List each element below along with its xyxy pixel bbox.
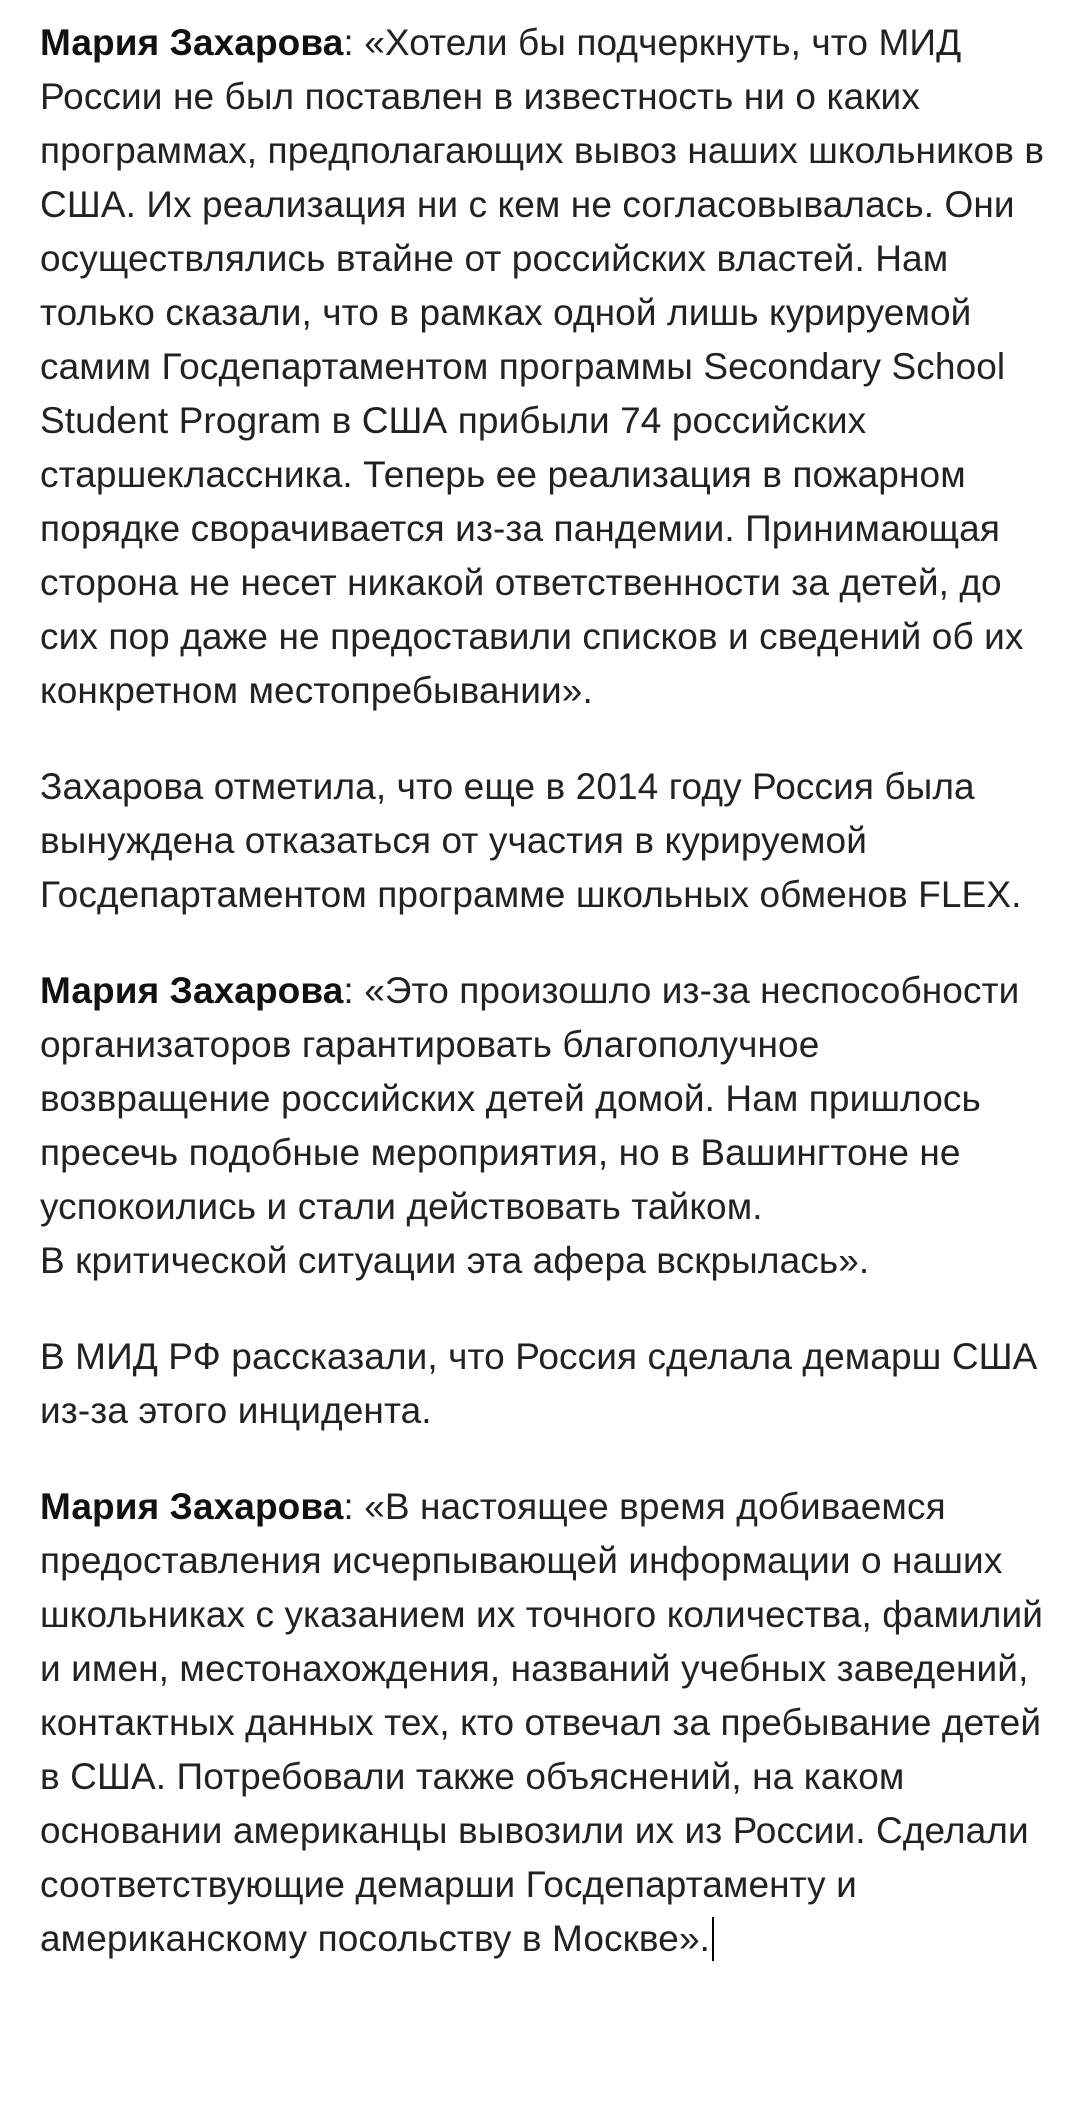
quote-paragraph-3[interactable] <box>40 1480 1050 1966</box>
speaker-name: Мария Захарова <box>40 1486 344 1527</box>
quote-text: «Это произошло из-за неспособности организаторов гарантировать благополучное возвращение российских детей домой. Нам пришлось пресечь подобные мероприятия, но в Вашингтоне не успокоились и стали действовать тайком. <box>40 970 1020 1227</box>
speaker-name: Мария Захарова <box>40 970 344 1011</box>
quote-text: «В настоящее время добиваемся предоставления исчерпывающей информации о наших школьниках с указанием их точного количества, фамилий и имен, местонахождения, названий учебных заведений, контактных данных тех, кто отвечал за пребывание детей в США. Потребовали также объяснений, на каком основании американцы вывозили их из России. Сделали соответствующие демарши Госдепартаменту и американскому посольству в Москве». <box>40 1486 1043 1959</box>
quote-paragraph-1 <box>40 16 1050 718</box>
quote-text: «Хотели бы подчеркнуть, что МИД России не был поставлен в известность ни о каких программах, предполагающих вывоз наших школьников в США. Их реализация ни с кем не согласовывалась. Они осуществлялись втайне от российских властей. Нам только сказали, что в рамках одной лишь курируемой самим Госдепартаментом программы Secondary School Student Program в США прибыли 74 российских старшеклассника. Теперь ее реализация в пожарном порядке сворачивается из-за пандемии. Принимающая сторона не несет никакой ответственности за детей, до сих пор даже не предоставили списков и сведений об их конкретном местопребывании». <box>40 22 1045 711</box>
article-body <box>40 16 1050 2008</box>
text-cursor <box>712 1917 714 1961</box>
speaker-separator: : <box>343 970 365 1011</box>
quote-paragraph-2 <box>40 964 1050 1288</box>
narrative-paragraph-1: Захарова отметила, что еще в 2014 году Россия была вынуждена отказаться от участия в курируемой Госдепартаментом программе школьных обменов FLEX. <box>40 766 1022 915</box>
speaker-name: Мария Захарова <box>40 22 344 63</box>
speaker-separator: : <box>343 1486 365 1527</box>
speaker-separator: : <box>343 22 365 63</box>
quote-text-continuation: В критической ситуации эта афера вскрылась». <box>40 1240 870 1281</box>
narrative-paragraph-2: В МИД РФ рассказали, что Россия сделала демарш США из-за этого инцидента. <box>40 1336 1038 1431</box>
